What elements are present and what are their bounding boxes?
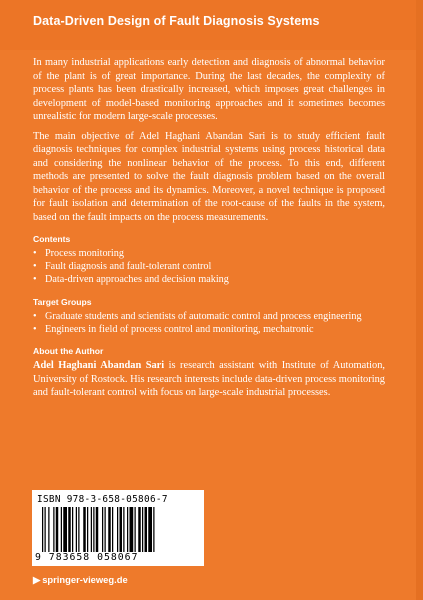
target-groups-list [33, 310, 385, 336]
back-cover-text [33, 56, 385, 406]
bullet-icon: • [33, 248, 37, 259]
barcode-bars [42, 507, 198, 552]
isbn-label: ISBN 978-3-658-05806-7 [37, 494, 168, 505]
author-name: Adel Haghani Abandan Sari [33, 360, 165, 372]
barcode-digits: 9 783658 058067 [35, 552, 139, 563]
bullet-icon: • [33, 323, 37, 335]
contents-list [33, 247, 385, 287]
list-item: • Fault diagnosis and fault-tolerant control [33, 261, 212, 273]
bullet-icon: • [33, 274, 37, 286]
publisher-url[interactable] [33, 574, 128, 586]
list-item: • Engineers in field of process control and monitoring, mechatronic [33, 323, 314, 335]
bullet-icon: • [33, 261, 37, 273]
list-item: • Data-driven approaches and decision making [33, 274, 229, 286]
list-item: • Graduate students and scientists of automatic control and process engineering [33, 310, 362, 322]
contents-heading: Contents [33, 234, 71, 244]
bullet-icon: • [33, 310, 37, 322]
about-author-heading: About the Author [33, 346, 104, 357]
list-item: • Process monitoring [33, 248, 124, 259]
book-title: Data-Driven Design of Fault Diagnosis Systems [33, 14, 320, 28]
intro-paragraph: In many industrial applications early detection and diagnosis of abnormal behavior of the plant is of great importance. During the last decades, the complexity of process plants has been drastically increased, which imposes great challenges in development of model-based monitoring approaches and it sometimes becomes unrealistic for modern large-scale processes. [33, 57, 385, 122]
author-bio [33, 359, 385, 400]
target-groups-heading: Target Groups [33, 296, 92, 307]
publisher-url-text: springer-vieweg.de [42, 574, 128, 585]
objective-paragraph: The main objective of Adel Haghani Abandan Sari is to study efficient fault diagnosis techniques for complex industrial systems using process historical data and considering the nonlinear behavior of the process. To this end, different methods are presented to solve the fault diagnosis problem based on the overall behavior of the process and its dynamics. Moreover, a novel technique is proposed for fault isolation and determination of the root-cause of the faults in the system, based on the fault impacts on the process measurements. [33, 130, 385, 223]
spine-edge [416, 0, 423, 600]
author-bio-text: is research assistant with Institute of Automation, University of Rostock. His research interests include data-driven process monitoring and fault-tolerant control with focus on large-scale industrial processes. [33, 360, 385, 399]
isbn-barcode [32, 490, 204, 566]
arrow-icon: ▶ [33, 574, 41, 585]
